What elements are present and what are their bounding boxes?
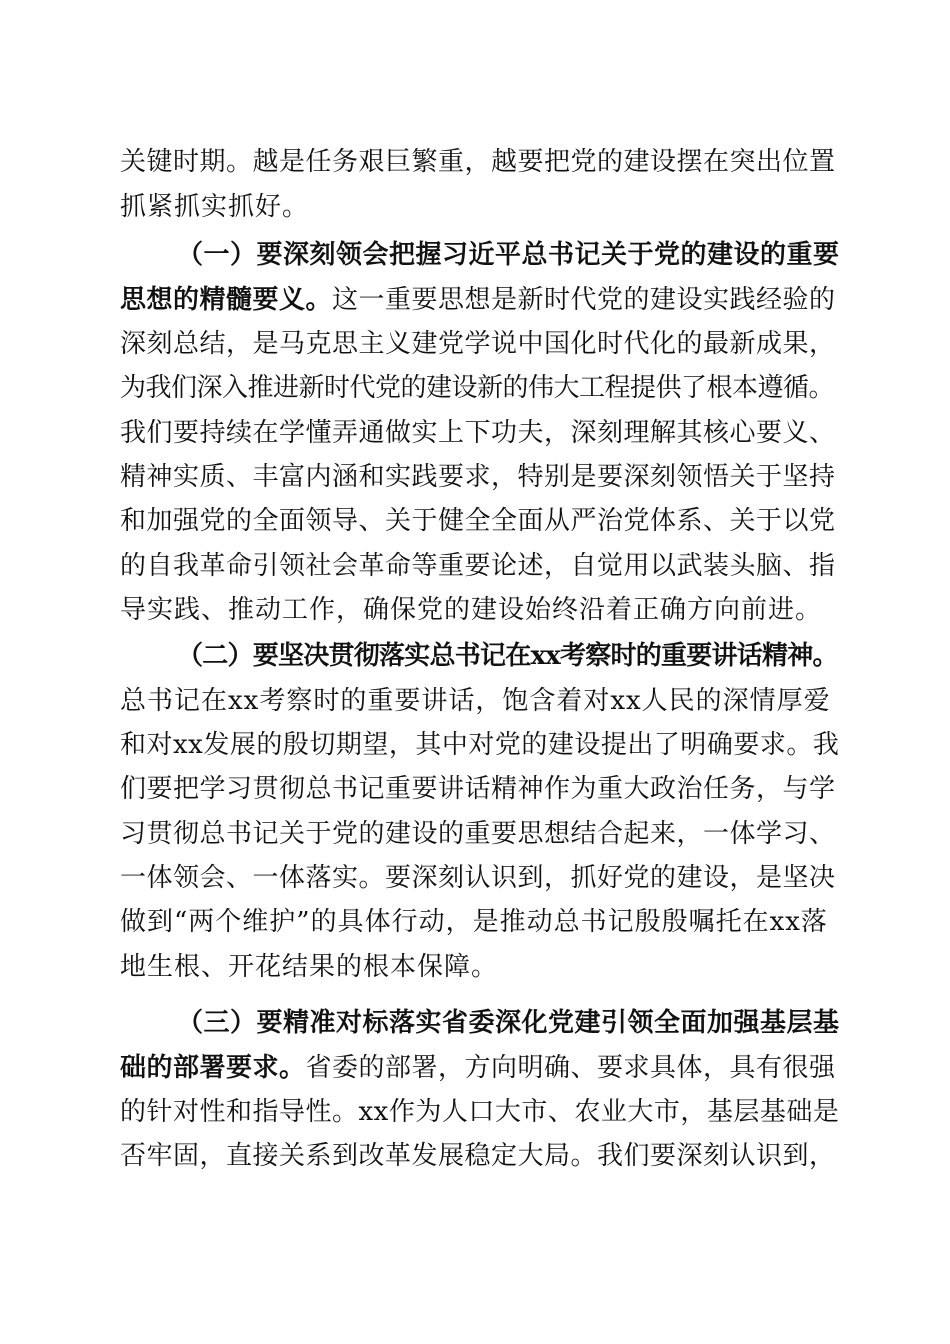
text-line: 深刻总结，是马克思主义建党学说中国化时代化的最新成果， <box>120 329 836 359</box>
text-line: 习贯彻总书记关于党的建设的重要思想结合起来，一体学习、 <box>120 819 836 849</box>
text-line: 精神实质、丰富内涵和实践要求，特别是要深刻领悟关于坚持 <box>120 462 836 492</box>
text-line: 我们要持续在学懂弄通做实上下功夫，深刻理解其核心要义、 <box>120 418 836 448</box>
text-line: 的针对性和指导性。xx作为人口大市、农业大市，基层基础是 <box>120 1097 840 1127</box>
text-line: 和加强党的全面领导、关于健全全面从严治党体系、关于以党 <box>120 506 836 536</box>
text-line: 们要把学习贯彻总书记重要讲话精神作为重大政治任务，与学 <box>120 774 836 804</box>
text-line: 导实践、推动工作，确保党的建设始终沿着正确方向前进。 <box>120 595 823 625</box>
text-line: 地生根、开花结果的根本保障。 <box>120 952 499 982</box>
section-heading-1: （一）要深刻领会把握习近平总书记关于党的建设的重要 <box>177 240 840 270</box>
text-line: 础的部署要求。省委的部署，方向明确、要求具体，具有很强 <box>120 1053 836 1083</box>
text-line: 总书记在xx考察时的重要讲话，饱含着对xx人民的深情厚爱 <box>120 686 831 716</box>
text-line: 做到“两个维护”的具体行动，是推动总书记殷殷嘱托在xx落 <box>120 907 828 937</box>
text-line: 一体领会、一体落实。要深刻认识到，抓好党的建设，是坚决 <box>120 863 836 893</box>
text-line: 抓紧抓实抓好。 <box>120 192 310 222</box>
text-line: 否牢固，直接关系到改革发展稳定大局。我们要深刻认识到， <box>120 1141 836 1171</box>
text-line: 思想的精髓要义。这一重要思想是新时代党的建设实践经验的 <box>120 285 836 315</box>
text-line: 关键时期。越是任务艰巨繁重，越要把党的建设摆在突出位置 <box>120 147 836 177</box>
section-heading-2: （二）要坚决贯彻落实总书记在xx考察时的重要讲话精神。 <box>177 641 838 671</box>
text-line: 为我们深入推进新时代党的建设新的伟大工程提供了根本遵循。 <box>120 373 835 403</box>
text-line: 和对xx发展的殷切期望，其中对党的建设提出了明确要求。我 <box>120 730 840 760</box>
text-line: 的自我革命引领社会革命等重要论述，自觉用以武装头脑、指 <box>120 551 836 581</box>
section-heading-3: （三）要精准对标落实省委深化党建引领全面加强基层基 <box>177 1008 840 1038</box>
